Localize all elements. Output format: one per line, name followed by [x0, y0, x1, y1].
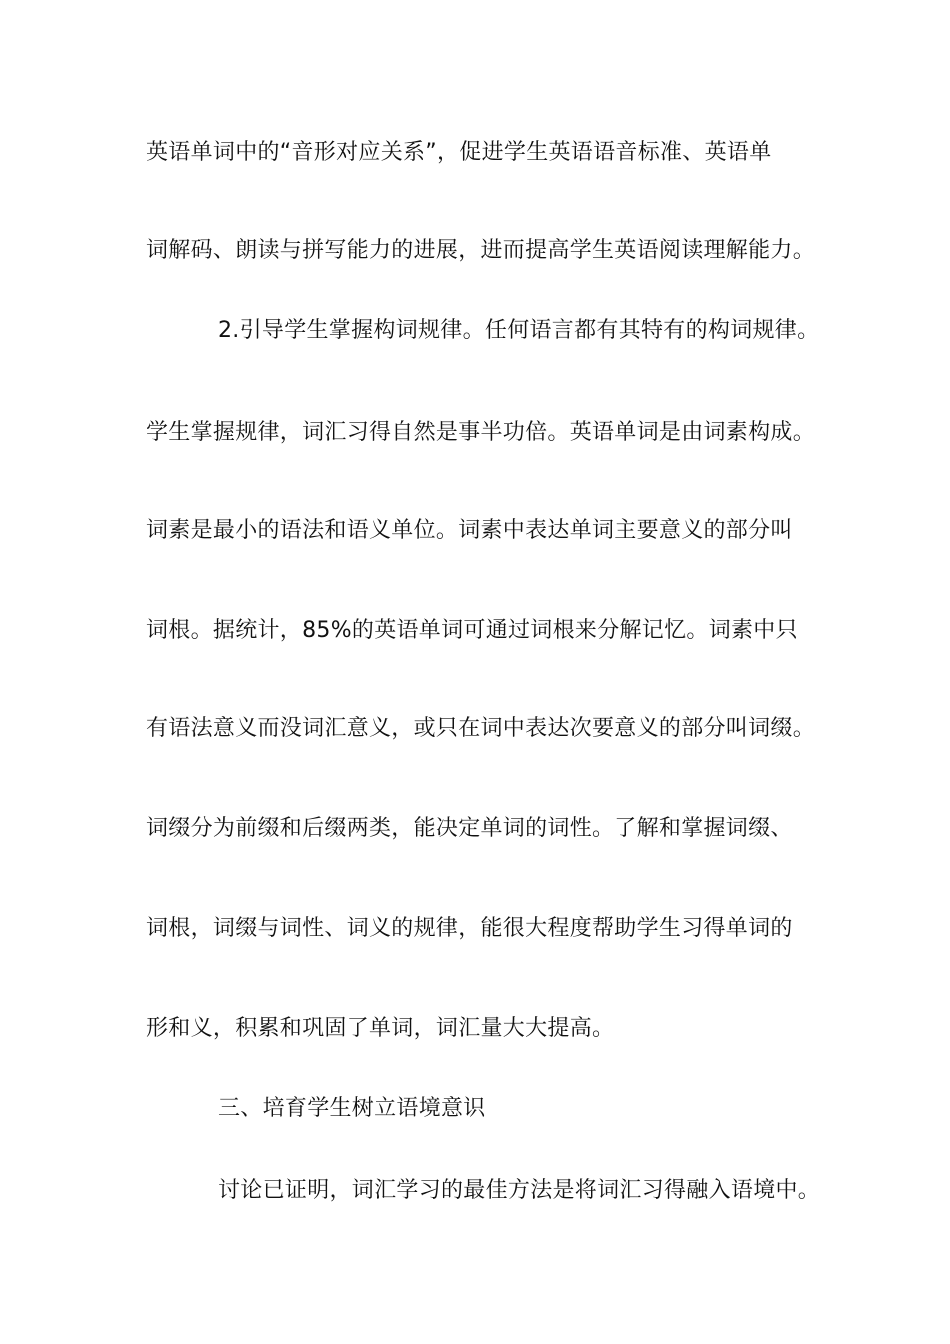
text-line-9: 词根，词缀与词性、词义的规律，能很大程度帮助学生习得单词的 [146, 916, 793, 941]
text-line-10: 形和义，积累和巩固了单词，词汇量大大提高。 [146, 1016, 615, 1041]
text-line-3-list-item: 2.引导学生掌握构词规律。任何语言都有其特有的构词规律。 [218, 318, 820, 343]
text-line-1: 英语单词中的“音形对应关系”，促进学生英语语音标准、英语单 [146, 140, 772, 165]
text-line-8: 词缀分为前缀和后缀两类，能决定单词的词性。了解和掌握词缀、 [146, 816, 793, 841]
text-line-6: 词根。据统计，85%的英语单词可通过词根来分解记忆。词素中只 [146, 618, 798, 643]
text-line-2: 词解码、朗读与拼写能力的进展，进而提高学生英语阅读理解能力。 [146, 238, 816, 263]
text-line-7: 有语法意义而没词汇意义，或只在词中表达次要意义的部分叫词缀。 [146, 716, 816, 741]
section-heading: 三、培育学生树立语境意识 [218, 1096, 486, 1121]
text-line-5: 词素是最小的语法和语义单位。词素中表达单词主要意义的部分叫 [146, 518, 793, 543]
text-line-4: 学生掌握规律，词汇习得自然是事半功倍。英语单词是由词素构成。 [146, 420, 816, 445]
text-line-12: 讨论已证明，词汇学习的最佳方法是将词汇习得融入语境中。 [218, 1178, 821, 1203]
